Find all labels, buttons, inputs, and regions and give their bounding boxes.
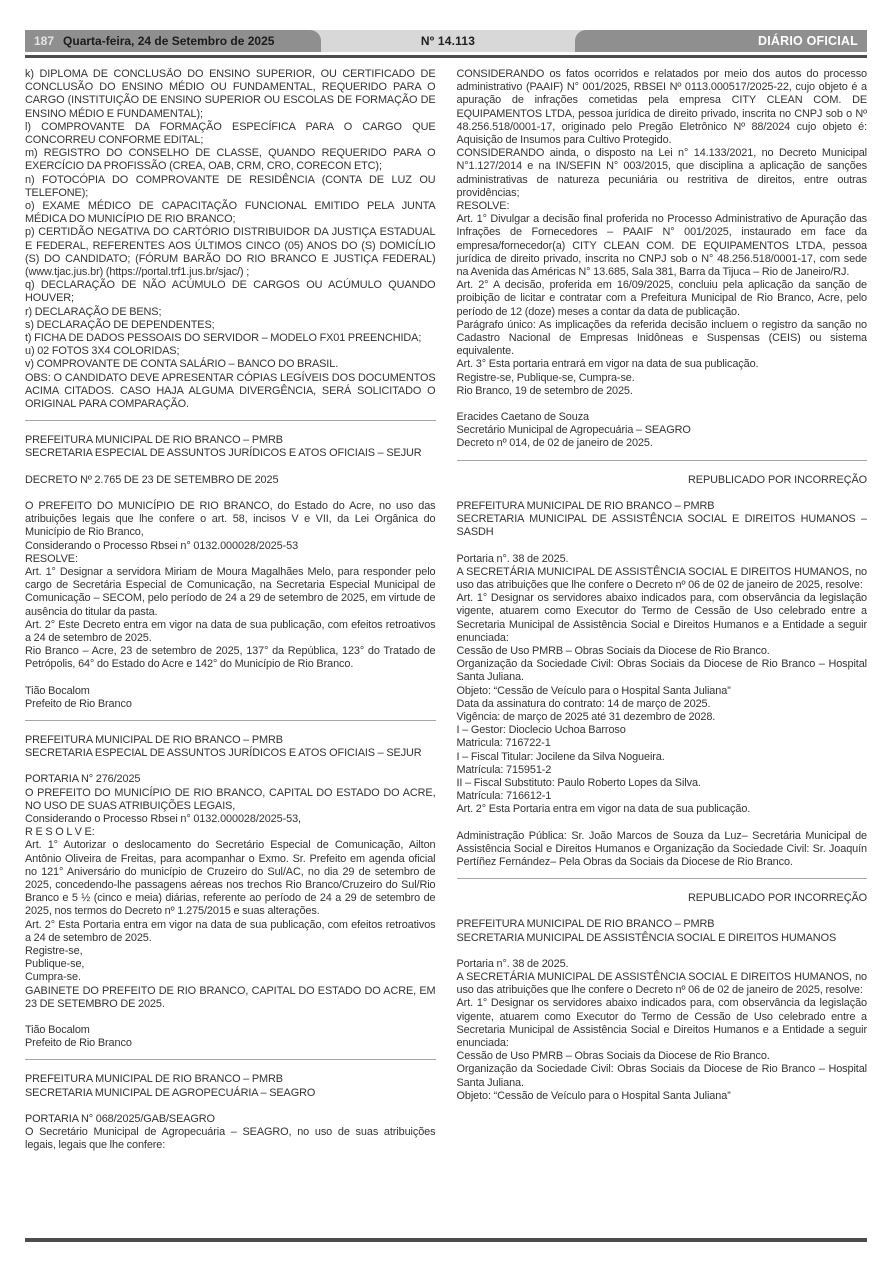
doc-paragraph: Cessão de Uso PMRB – Obras Sociais da Diocese de Rio Branco.	[456, 1050, 770, 1063]
header-date: Quarta-feira, 24 de Setembro de 2025	[63, 34, 275, 48]
blank-line	[25, 672, 436, 685]
doc-paragraph: GABINETE DO PREFEITO DE RIO BRANCO, CAPITAL DO ESTADO DO ACRE, EM 23 DE SETEMBRO DE 2025.	[25, 984, 436, 1010]
doc-paragraph: o) EXAME MÉDICO DE CAPACITAÇÃO FUNCIONAL EMITIDO PELA JUNTA MÉDICA DO MUNICÍPIO DE RIO BRANCO;	[25, 200, 436, 226]
page-number: 187	[34, 34, 55, 48]
doc-paragraph: Art. 1° Designar a servidora Miriam de Moura Magalhães Melo, para responder pelo cargo de Secretária Especial de Comunicação, na Secretaria Especial Municipal de Comunicação – SECOM, pelo período de 24 a 29 de setembro de 2025, em virtude de ausência do titular da pasta.	[25, 565, 436, 618]
right-column	[457, 68, 868, 1235]
doc-paragraph: Portaria n°. 38 de 2025.	[456, 552, 569, 565]
doc-paragraph: Vigência: de março de 2025 até 31 dezembro de 2028.	[456, 710, 716, 723]
doc-section	[25, 434, 436, 711]
header-masthead-segment	[575, 30, 867, 52]
doc-paragraph: Art. 2° Esta Portaria entra em vigor na data de sua publicação, com efeitos retroativos a 24 de setembro de 2025.	[25, 918, 436, 944]
doc-paragraph: PREFEITURA MUNICIPAL DE RIO BRANCO – PMRB	[25, 434, 283, 447]
doc-paragraph: R E S O L V E:	[25, 826, 95, 839]
doc-paragraph: II – Fiscal Substituto: Paulo Roberto Lopes da Silva.	[456, 776, 701, 789]
blank-line	[25, 1100, 436, 1113]
doc-paragraph: s) DECLARAÇÃO DE DEPENDENTES;	[25, 318, 215, 331]
doc-paragraph: q) DECLARAÇÃO DE NÃO ACÚMULO DE CARGOS OU ACÚMULO QUANDO HOUVER;	[25, 279, 436, 305]
doc-paragraph: m) REGISTRO DO CONSELHO DE CLASSE, QUANDO REQUERIDO PARA O EXERCÍCIO DA PROFISSÃO (CREA, OAB, CRM, CRO, CORECON ETC);	[25, 147, 436, 173]
doc-paragraph: Matrícula: 715951-2	[456, 763, 552, 776]
header-bar	[25, 30, 867, 52]
doc-paragraph: Art. 3° Esta portaria entrará em vigor na data de sua publicação.	[456, 358, 759, 371]
doc-paragraph: Publique-se,	[25, 958, 85, 971]
doc-paragraph: SECRETARIA MUNICIPAL DE ASSISTÊNCIA SOCIAL E DIREITOS HUMANOS	[456, 931, 837, 944]
doc-paragraph: PORTARIA N° 068/2025/GAB/SEAGRO	[25, 1112, 215, 1125]
doc-paragraph: u) 02 FOTOS 3X4 COLORIDAS;	[25, 345, 180, 358]
doc-paragraph: l) COMPROVANTE DA FORMAÇÃO ESPECÍFICA PARA O CARGO QUE CONCORREU CONFORME EDITAL;	[25, 120, 436, 147]
blank-line	[457, 945, 868, 958]
doc-paragraph: Art. 1° Divulgar a decisão final proferida no Processo Administrativo de Apuração das Infrações de Fornecedores – PAAIF N° 001/2025, instaurado em face da empresa/fornecedor(a) CITY CLEAN COM. DE EQUIPAMENTOS LTDA, pessoa jurídica de direito privado, inscrita no CNPJ sob o N° 48.256.518/0001-17, com sede na Avenida das Américas N° 13.685, Sala 381, Barra da Tijuca – Rio de Janeiro/RJ.	[456, 213, 867, 279]
doc-paragraph: O PREFEITO DO MUNICÍPIO DE RIO BRANCO, CAPITAL DO ESTADO DO ACRE, NO USO DE SUAS ATRIBUIÇÕES LEGAIS,	[25, 786, 436, 812]
doc-paragraph: Art. 1° Designar os servidores abaixo indicados para, com observância da legislação vigente, atuarem como Executor do Termo de Cessão de Uso celebrado entre a Secretaria Municipal de Assistência Social e Direitos Humanos e a Entidade a seguir enunciada:	[456, 997, 867, 1049]
doc-paragraph: RESOLVE:	[456, 200, 510, 213]
section-divider	[25, 420, 436, 421]
doc-paragraph: Portaria n°. 38 de 2025.	[456, 957, 569, 970]
doc-paragraph: Organização da Sociedade Civil: Obras Sociais da Diocese de Rio Branco – Hospital Santa Juliana.	[456, 1063, 867, 1089]
doc-paragraph: Cessão de Uso PMRB – Obras Sociais da Diocese de Rio Branco.	[456, 644, 770, 657]
doc-paragraph: Parágrafo único: As implicações da referida decisão incluem o registro da sanção no Cadastro Nacional de Empresas Inidôneas e Suspensas (CEIS) ou sistema equivalente.	[456, 318, 867, 358]
doc-paragraph: Tião Bocalom	[25, 1024, 90, 1036]
doc-paragraph: SECRETARIA ESPECIAL DE ASSUNTOS JURÍDICOS E ATOS OFICIAIS – SEJUR	[25, 447, 422, 460]
doc-paragraph: PREFEITURA MUNICIPAL DE RIO BRANCO – PMRB	[25, 733, 283, 746]
doc-paragraph: CONSIDERANDO os fatos ocorridos e relatados por meio dos autos do processo administrativo (PAAIF) N° 001/2025, RBSEI Nº 0113.000517/2025-22, cujo objeto é a apuração de infrações cometidas pela empresa CITY CLEAN COM. DE EQUIPAMENTOS LTDA, pessoa jurídica de direito privado, inscrita no CNPJ sob o Nº 48.256.518/0001-17, originado pelo Pregão Eletrônico Nº 88/2024 cujo objeto é: Aquisição de Insumos para Cultivo Protegido.	[456, 68, 867, 147]
doc-paragraph: Considerando o Processo Rbsei n° 0132.000028/2025-53	[25, 539, 299, 552]
doc-paragraph: Administração Pública: Sr. João Marcos de Souza da Luz– Secretária Municipal de Assistência Social e Direitos Humanos e Organização da Sociedade Civil: Sr. Joaquín Pertíñez Fernández– Pela Obras da Sociais da Diocese de Rio Branco.	[456, 829, 867, 868]
doc-paragraph: I – Fiscal Titular: Jocilene da Silva Nogueira.	[456, 750, 665, 763]
doc-paragraph: SECRETARIA MUNICIPAL DE AGROPECUÁRIA – SEAGRO	[25, 1086, 316, 1099]
doc-paragraph: Matricula: 716722-1	[456, 737, 551, 750]
doc-paragraph: SECRETARIA MUNICIPAL DE ASSISTÊNCIA SOCIAL E DIREITOS HUMANOS – SASDH	[456, 513, 867, 539]
doc-paragraph: Art. 2° Esta Portaria entra em vigor na data de sua publicação.	[456, 803, 751, 816]
section-divider	[25, 720, 436, 721]
blank-line	[25, 760, 436, 773]
doc-paragraph: p) CERTIDÃO NEGATIVA DO CARTÓRIO DISTRIBUIDOR DA JUSTIÇA ESTADUAL E FEDERAL, REFERENTES AOS ÚLTIMOS CINCO (05) ANOS DO (S) DOMICÍLIO (S) DO CANDIDATO; (FÓRUM BARÃO DO RIO BRANCO E JUSTIÇA FEDERAL) (www.tjac.jus.br) (https://portal.trf1.jus.br/sjac/) ;	[25, 226, 436, 279]
left-column	[25, 68, 436, 1235]
doc-paragraph: Secretário Municipal de Agropecuária – SEAGRO	[456, 424, 691, 437]
doc-paragraph: Rio Branco – Acre, 23 de setembro de 2025, 137° da República, 123° do Tratado de Petrópolis, 64° do Estado do Acre e 142° do Município de Rio Branco.	[25, 645, 436, 671]
doc-section	[457, 68, 868, 451]
doc-paragraph: Cumpra-se.	[25, 971, 81, 984]
doc-paragraph: Art. 2° A decisão, proferida em 16/09/2025, concluiu pela aplicação da sanção de proibição de licitar e contratar com a Prefeitura Municipal de Rio Branco, Acre, pelo período de 12 (doze) meses a contar da data de publicação.	[456, 279, 867, 318]
bottom-rule	[25, 1238, 867, 1242]
doc-paragraph: RESOLVE:	[25, 552, 78, 565]
doc-paragraph: n) FOTOCÓPIA DO COMPROVANTE DE RESIDÊNCIA (CONTA DE LUZ OU TELEFONE);	[25, 173, 436, 199]
doc-paragraph: PORTARIA N° 276/2025	[25, 773, 141, 786]
doc-paragraph: PREFEITURA MUNICIPAL DE RIO BRANCO – PMRB	[456, 918, 715, 931]
doc-paragraph: Prefeito de Rio Branco	[25, 1037, 132, 1050]
doc-paragraph: Data da assinatura do contrato: 14 de março de 2025.	[456, 697, 711, 710]
doc-paragraph: DECRETO Nº 2.765 DE 23 DE SETEMBRO DE 2025	[25, 473, 279, 486]
doc-paragraph: SECRETARIA ESPECIAL DE ASSUNTOS JURÍDICOS E ATOS OFICIAIS – SEJUR	[25, 747, 422, 760]
doc-paragraph: OBS: O CANDIDATO DEVE APRESENTAR CÓPIAS LEGÍVEIS DOS DOCUMENTOS ACIMA CITADOS. CASO HAJA ALGUMA DIVERGÊNCIA, SERÁ SOLICITADO O ORIGINAL PARA COMPARAÇÃO.	[25, 371, 436, 411]
header-rule	[25, 55, 867, 58]
doc-paragraph: Considerando o Processo Rbsei n° 0132.000028/2025-53,	[25, 812, 301, 825]
doc-paragraph: PREFEITURA MUNICIPAL DE RIO BRANCO – PMRB	[456, 499, 715, 512]
doc-paragraph: Eracides Caetano de Souza	[456, 411, 590, 424]
doc-paragraph: O PREFEITO DO MUNICÍPIO DE RIO BRANCO, do Estado do Acre, no uso das atribuições legais que lhe confere o art. 58, incisos V e VII, da Lei Orgânica do Município de Rio Branco,	[25, 499, 436, 539]
doc-paragraph: Tião Bocalom	[25, 684, 90, 697]
blank-line	[457, 398, 868, 411]
blank-line	[457, 817, 868, 830]
blank-line	[25, 487, 436, 500]
republished-note: REPUBLICADO POR INCORREÇÃO	[688, 473, 867, 486]
section-divider	[25, 1059, 436, 1060]
doc-section	[457, 918, 868, 1103]
doc-section	[25, 68, 436, 411]
doc-paragraph: Objeto: “Cessão de Veículo para o Hospital Santa Juliana”	[456, 1089, 731, 1102]
doc-paragraph: A SECRETÁRIA MUNICIPAL DE ASSISTÊNCIA SOCIAL E DIREITOS HUMANOS, no uso das atribuições que lhe confere o Decreto nº 06 de 02 de janeiro de 2025, resolve:	[456, 970, 867, 997]
doc-paragraph: Matrícula: 716612-1	[456, 790, 552, 803]
section-divider	[457, 878, 868, 879]
doc-paragraph: A SECRETÁRIA MUNICIPAL DE ASSISTÊNCIA SOCIAL E DIREITOS HUMANOS, no uso das atribuições que lhe confere o Decreto nº 06 de 02 de janeiro de 2025, resolve:	[456, 565, 867, 591]
header-edition-segment	[321, 30, 575, 52]
doc-paragraph: r) DECLARAÇÃO DE BENS;	[25, 305, 162, 318]
doc-section	[25, 734, 436, 1050]
doc-paragraph: Organização da Sociedade Civil: Obras Sociais da Diocese de Rio Branco – Hospital Santa Juliana.	[456, 658, 867, 684]
doc-paragraph: Decreto nº 014, de 02 de janeiro de 2025.	[456, 437, 653, 450]
header-left-segment	[25, 30, 321, 52]
doc-section	[457, 500, 868, 869]
masthead-title: DIÁRIO OFICIAL	[757, 34, 858, 48]
blank-line	[25, 1011, 436, 1024]
doc-paragraph: Art. 1° Autorizar o deslocamento do Secretário Especial de Comunicação, Ailton Antônio Oliveira de Freitas, para acompanhar o Exmo. Sr. Prefeito em agenda oficial no 121° Aniversário do município de Cruzeiro do Sul/AC, no dia 29 de setembro de 2025, concedendo-lhe passagens aéreas nos trechos Rio Branco/Cruzeiro do Sul/Rio Branco e 5 ½ (cinco e meia) diárias, referente ao período de 24 a 29 de setembro de 2025, nos termos do Decreto nº 1.275/2015 e suas alterações.	[25, 839, 436, 918]
blank-line	[457, 540, 868, 553]
doc-paragraph: k) DIPLOMA DE CONCLUSÃO DO ENSINO SUPERIOR, OU CERTIFICADO DE CONCLUSÃO DO ENSINO MÉDIO OU FUNDAMENTAL, REQUERIDO PARA O CARGO (INSTITUIÇÃO DE ENSINO SUPERIOR OU ESCOLAS DE FORMAÇÃO DE ENSINO MÉDIO E FUNDAMENTAL);	[25, 68, 436, 120]
doc-paragraph: Registre-se,	[25, 944, 83, 957]
doc-paragraph: I – Gestor: Dioclecio Uchoa Barroso	[456, 724, 626, 737]
doc-paragraph: t) FICHA DE DADOS PESSOAIS DO SERVIDOR – MODELO FX01 PREENCHIDA;	[25, 332, 422, 345]
doc-paragraph: Art. 1° Designar os servidores abaixo indicados para, com observância da legislação vigente, atuarem como Executor do Termo de Cessão de Uso celebrado entre a Secretaria Municipal de Assistência Social e Direitos Humanos e a Entidade a seguir enunciada:	[456, 592, 867, 644]
republished-note: REPUBLICADO POR INCORREÇÃO	[688, 892, 867, 905]
edition-number: Nº 14.113	[420, 34, 476, 48]
doc-paragraph: O Secretário Municipal de Agropecuária – SEAGRO, no uso de suas atribuições legais, legais que lhe confere:	[25, 1126, 436, 1152]
doc-paragraph: CONSIDERANDO ainda, o disposto na Lei n° 14.133/2021, no Decreto Municipal N°1.127/2014 e na IN/SEFIN N° 003/2015, que disciplina a aplicação de sanções administrativas de natureza pecuniária ou restritiva de direitos, entre outras providências;	[456, 147, 867, 199]
doc-paragraph: Objeto: “Cessão de Veículo para o Hospital Santa Juliana”	[456, 684, 731, 697]
text-columns	[25, 68, 867, 1235]
section-divider	[457, 460, 868, 461]
doc-paragraph: v) COMPROVANTE DE CONTA SALÁRIO – BANCO DO BRASIL.	[25, 358, 339, 371]
doc-paragraph: Registre-se, Publique-se, Cumpra-se.	[456, 371, 635, 384]
doc-paragraph: PREFEITURA MUNICIPAL DE RIO BRANCO – PMRB	[25, 1073, 283, 1086]
blank-line	[25, 461, 436, 474]
doc-paragraph: Rio Branco, 19 de setembro de 2025.	[456, 384, 633, 397]
doc-paragraph: Prefeito de Rio Branco	[25, 697, 132, 710]
doc-paragraph: Art. 2° Este Decreto entra em vigor na data de sua publicação, com efeitos retroativos a 24 de setembro de 2025.	[25, 618, 436, 644]
doc-section	[25, 1073, 436, 1152]
